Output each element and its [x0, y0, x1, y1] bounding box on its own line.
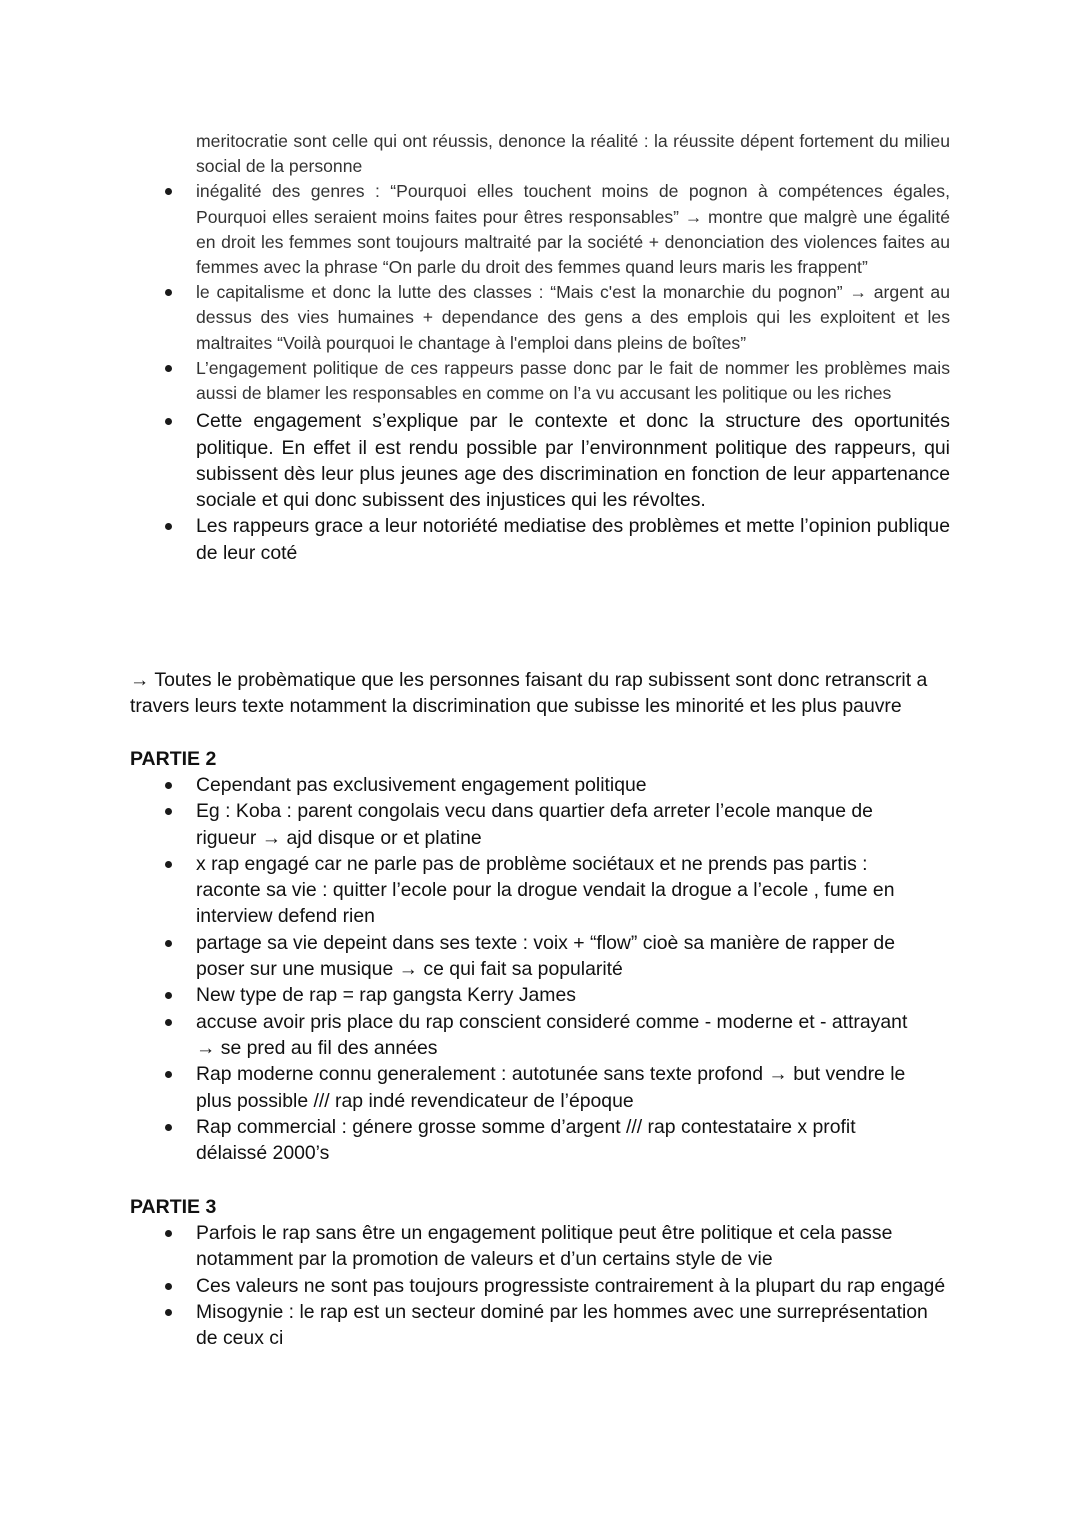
- bullet-icon: [165, 940, 172, 947]
- list-item: Misogynie : le rap est un secteur dominé par les hommes avec une surreprésentation de ceux ci: [130, 1299, 950, 1352]
- bullet-icon: [165, 1019, 172, 1026]
- list-item: Eg : Koba : parent congolais vecu dans quartier defa arreter l’ecole manque de rigueur → ajd disque or et platine: [130, 798, 920, 851]
- list-item: inégalité des genres : “Pourquoi elles touchent moins de pognon à compétences égales, Pourquoi elles seraient moins faites pour êtres responsables” → montre que malgrè une égalité en droit les femmes sont toujours maltraité par la société + denonciation des violences faites au femmes avec la phrase “On parle du droit des femmes quand leurs maris les frappent”: [130, 179, 950, 280]
- bullet-icon: [165, 523, 172, 530]
- part2-list: [130, 772, 950, 1166]
- part3-list: [130, 1220, 950, 1351]
- bullet-icon: [165, 1283, 172, 1290]
- part2-heading: PARTIE 2: [130, 748, 217, 770]
- bullet-icon: [165, 365, 172, 372]
- bullet-icon: [165, 188, 172, 195]
- list-item: Rap commercial : génere grosse somme d’argent /// rap contestataire x profit délaissé 2000’s: [130, 1114, 920, 1167]
- list-item: le capitalisme et donc la lutte des classes : “Mais c'est la monarchie du pognon” → argent au dessus des vies humaines + dependance des gens a des emplois qui les exploitent et les maltraites “Voilà pourquoi le chantage à l'emploi dans pleins de boîtes”: [130, 280, 950, 356]
- list-item: Les rappeurs grace a leur notoriété mediatise des problèmes et mette l’opinion publique de leur coté: [130, 513, 950, 566]
- bullet-icon: [165, 861, 172, 868]
- bullet-icon: [165, 289, 172, 296]
- list-item: Cette engagement s’explique par le contexte et donc la structure des oportunités politique. En effet il est rendu possible par l’environnment politique des rappeurs, qui subissent dès leur plus jeunes age des discrimination en fonction de leur appartenance sociale et qui donc subissent des injustices qui les révoltes.: [130, 408, 950, 513]
- list-item: x rap engagé car ne parle pas de problème sociétaux et ne prends pas partis : raconte sa vie : quitter l’ecole pour la drogue vendait la drogue a l’ecole , fume en interview defend rien: [130, 851, 920, 930]
- list-item: New type de rap = rap gangsta Kerry James: [130, 982, 920, 1008]
- intro-continuation-text: meritocratie sont celle qui ont réussis, denonce la réalité : la réussite dépent fortement du milieu social de la personne: [196, 131, 950, 177]
- bullet-icon: [165, 1230, 172, 1237]
- list-item: partage sa vie depeint dans ses texte : voix + “flow” cioè sa manière de rapper de poser sur une musique → ce qui fait sa popularité: [130, 930, 920, 983]
- bullet-icon: [165, 1309, 172, 1316]
- list-item: Parfois le rap sans être un engagement politique peut être politique et cela passe notamment par la promotion de valeurs et d’un certains style de vie: [130, 1220, 950, 1273]
- bullet-icon: [165, 418, 172, 425]
- list-item: accuse avoir pris place du rap conscient consideré comme - moderne et - attrayant → se pred au fil des années: [130, 1009, 920, 1062]
- part2-block: [130, 746, 950, 1166]
- part1-big-list: [130, 408, 950, 566]
- bullet-icon: [165, 1071, 172, 1078]
- part3-heading: PARTIE 3: [130, 1196, 217, 1218]
- bullet-icon: [165, 992, 172, 999]
- conclusion-paragraph: → Toutes le probèmatique que les personnes faisant du rap subissent sont donc retranscrit a travers leurs texte notamment la discrimination que subisse les minorité et les plus pauvre: [130, 669, 928, 718]
- list-item: Ces valeurs ne sont pas toujours progressiste contrairement à la plupart du rap engagé: [130, 1273, 950, 1299]
- list-item: Cependant pas exclusivement engagement politique: [130, 772, 920, 798]
- part3-block: [130, 1194, 950, 1351]
- list-item: L’engagement politique de ces rappeurs passe donc par le fait de nommer les problèmes mais aussi de blamer les responsables en comme on l’a vu accusant les politique ou les riches: [130, 356, 950, 406]
- part1-small-list: [130, 179, 950, 406]
- bullet-icon: [165, 782, 172, 789]
- bullet-icon: [165, 1124, 172, 1131]
- bullet-icon: [165, 808, 172, 815]
- list-item: Rap moderne connu generalement : autotunée sans texte profond → but vendre le plus possible /// rap indé revendicateur de l’époque: [130, 1061, 920, 1114]
- part1-block: [130, 129, 950, 566]
